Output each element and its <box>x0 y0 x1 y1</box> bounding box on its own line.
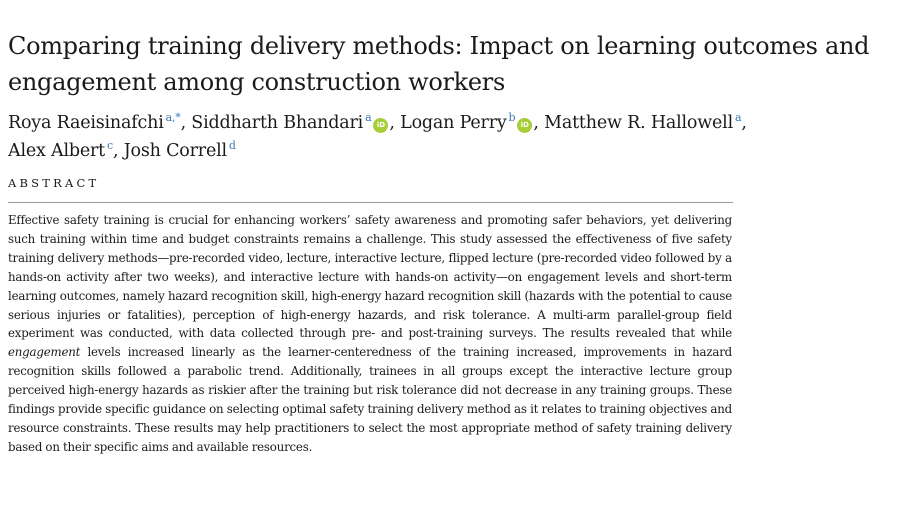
author[interactable] <box>544 113 741 133</box>
author-name[interactable]: Alex Albert <box>8 141 106 161</box>
section-divider <box>8 202 733 203</box>
author-name[interactable]: Matthew R. Hallowell <box>544 113 733 133</box>
author-name[interactable]: Josh Correll <box>123 141 227 161</box>
affiliation-marker[interactable]: c <box>107 139 113 153</box>
author-list: Roya Raeisinafchi $^{a,*}$, Siddharth Bhandari $^a$iD , Logan Perry $^b$iD , Matthew R. Hallowell $^a$, Alex Albert $^c$, Josh Correll $^d$ <box>8 111 747 161</box>
author-name[interactable]: Siddharth Bhandari <box>191 113 364 133</box>
affiliation-marker[interactable]: d <box>228 139 236 153</box>
abstract-text <box>8 211 732 457</box>
author[interactable] <box>400 113 533 133</box>
paper-title: Comparing training delivery methods: Impact on learning outcomes and engagement among construction workers <box>8 32 870 96</box>
author-name[interactable]: Logan Perry <box>400 113 507 133</box>
abstract-text-part: levels increased linearly as the learner-centeredness of the training increased, improvements in hazard recognition skills followed a parabolic trend. Additionally, trainees in all groups except the interactive lecture group perceived high-energy hazards as riskier after the training but risk tolerance did not decrease in any training groups. These findings provide specific guidance on selecting optimal safety training delivery method as it relates to training objectives and resource constraints. These results may help practitioners to select the most appropriate method of safety training delivery based on their specific aims and available resources. <box>8 345 732 454</box>
author-name[interactable]: Roya Raeisinafchi <box>8 113 164 133</box>
author[interactable] <box>124 141 236 161</box>
affiliation-marker[interactable]: a,* <box>165 111 181 125</box>
affiliation-marker[interactable]: a <box>734 111 742 125</box>
orcid-icon[interactable]: iD <box>517 118 532 133</box>
affiliation-marker[interactable]: a <box>365 111 372 125</box>
abstract-heading: ABSTRACT <box>8 176 100 190</box>
abstract-emphasis: engagement <box>8 345 81 360</box>
author[interactable] <box>191 113 389 133</box>
abstract-text-part: Effective safety training is crucial for enhancing workers’ safety awareness and promoting safer behaviors, yet delivering such training within time and budget constraints remains a challenge. This study assessed the effectiveness of five safety training delivery methods—pre-recorded video, lecture, interactive lecture, flipped lecture (pre-recorded video followed by a hands-on activity after two weeks), and interactive lecture with hands-on activity—on engagement levels and short-term learning outcomes, namely hazard recognition skill, high-energy hazard recognition skill (hazards with the potential to cause serious injuries or fatalities), perception of high-energy hazards, and risk tolerance. A multi-arm parallel-group field experiment was conducted, with data collected through pre- and post-training surveys. The results revealed that while <box>8 213 732 341</box>
author[interactable] <box>8 141 113 161</box>
orcid-icon[interactable]: iD <box>373 118 388 133</box>
affiliation-marker[interactable]: b <box>508 111 516 125</box>
author[interactable] <box>8 113 181 133</box>
